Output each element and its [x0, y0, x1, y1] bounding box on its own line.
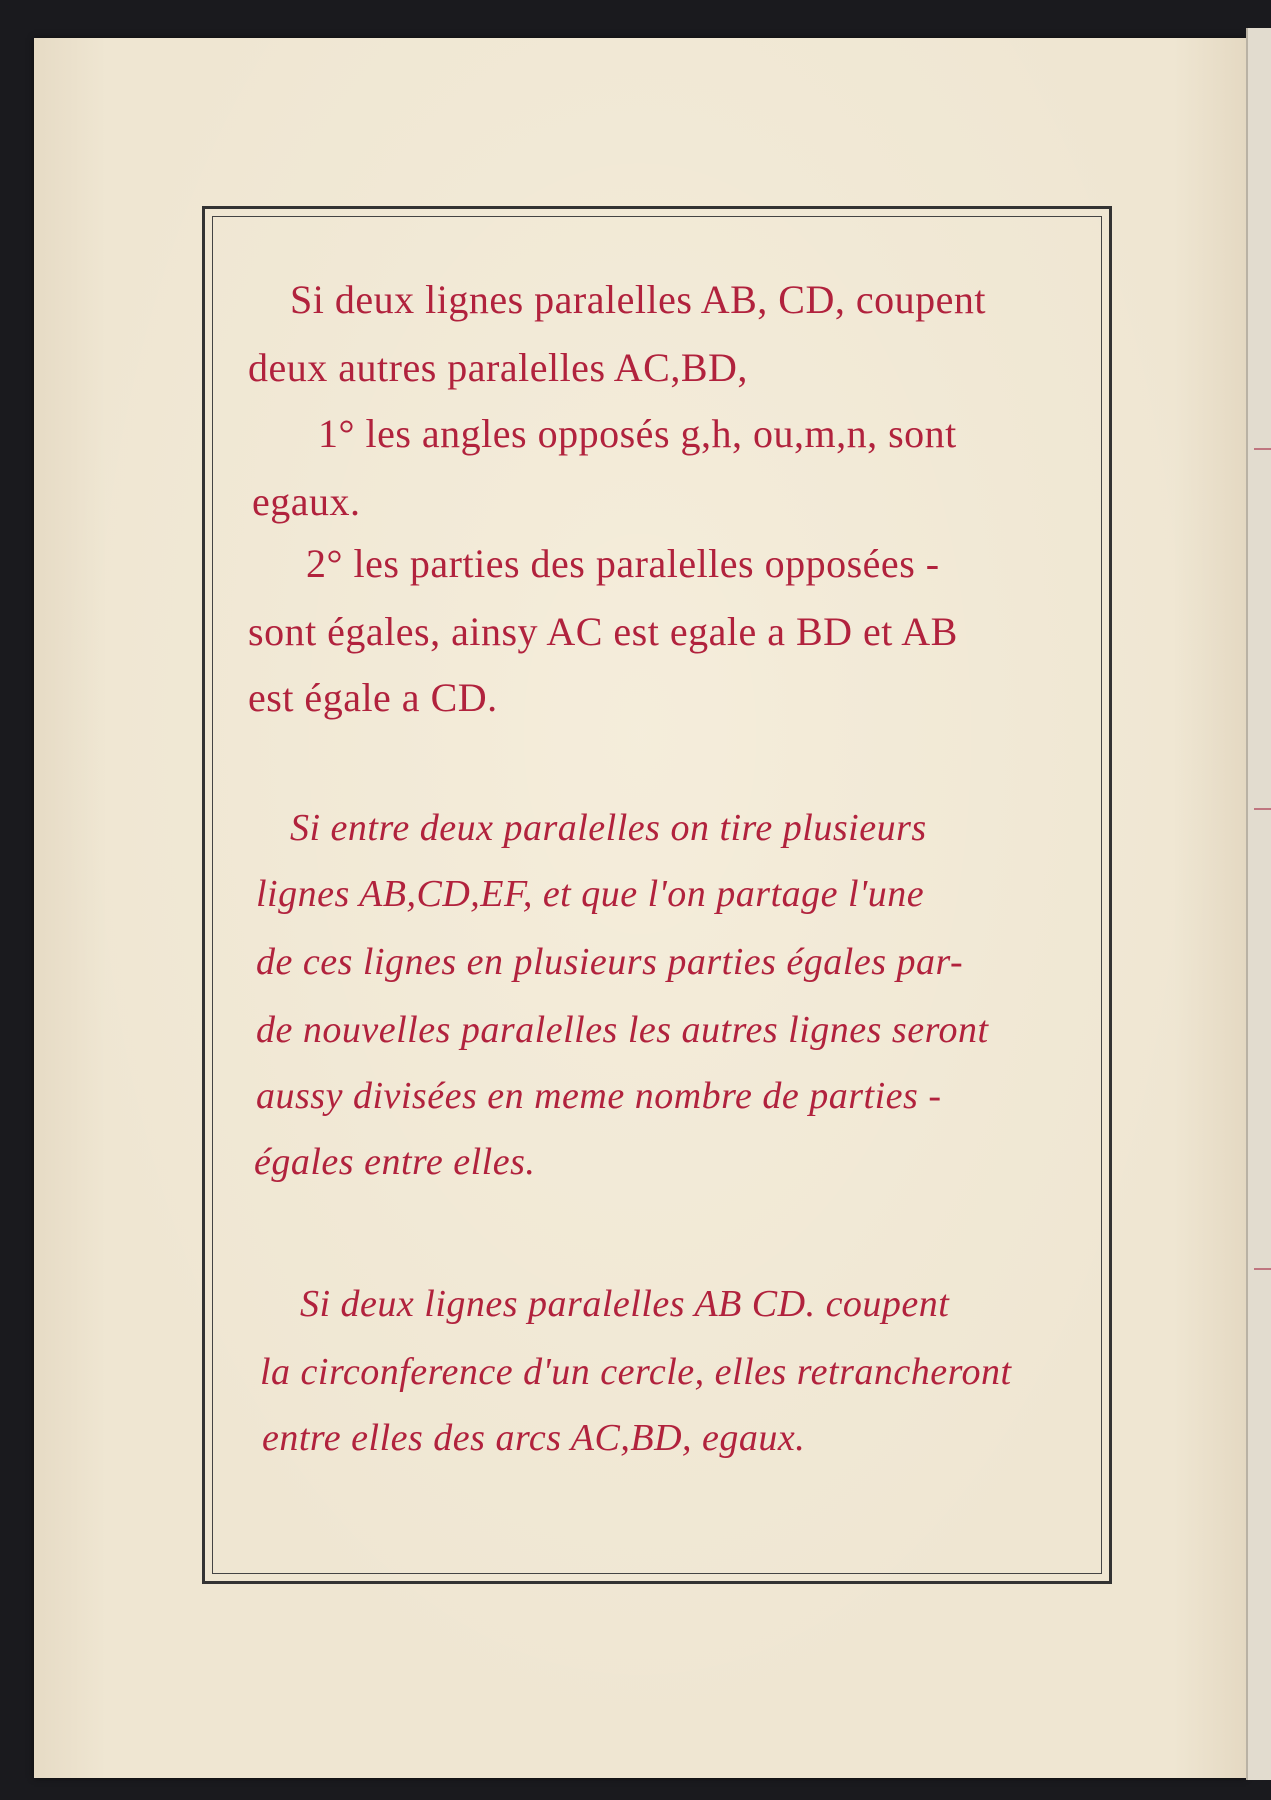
- text-line: sont égales, ainsy AC est egale a BD et AB: [248, 609, 958, 654]
- text-line: de ces lignes en plusieurs parties égales par-: [256, 941, 964, 983]
- text-line: Si deux lignes paralelles AB CD. coupent: [300, 1283, 950, 1325]
- text-line: aussy divisées en meme nombre de parties -: [256, 1075, 942, 1117]
- text-line: de nouvelles paralelles les autres lignes seront: [256, 1009, 989, 1051]
- text-line: entre elles des arcs AC,BD, egaux.: [262, 1417, 806, 1459]
- text-line: la circonference d'un cercle, elles retrancheront: [260, 1351, 1012, 1393]
- text-line: egaux.: [252, 479, 361, 524]
- text-line: égales entre elles.: [254, 1141, 536, 1183]
- text-line: Si entre deux paralelles on tire plusieurs: [290, 807, 927, 849]
- text-line: deux autres paralelles AC,BD,: [248, 345, 748, 390]
- text-line: est égale a CD.: [248, 675, 498, 720]
- text-line: lignes AB,CD,EF, et que l'on partage l'une: [256, 873, 925, 915]
- text-line: Si deux lignes paralelles AB, CD, coupent: [290, 277, 986, 322]
- text-line: 1° les angles opposés g,h, ou,m,n, sont: [318, 411, 957, 456]
- next-page-edge: [1246, 28, 1271, 1780]
- text-line: 2° les parties des paralelles opposées -: [306, 541, 940, 586]
